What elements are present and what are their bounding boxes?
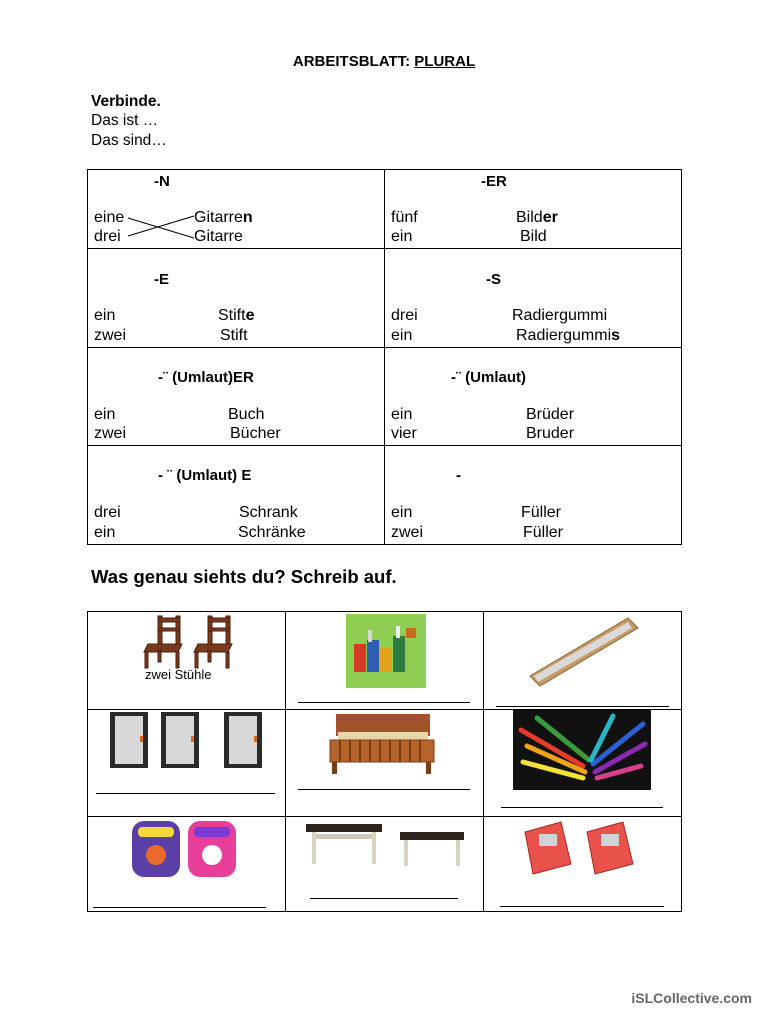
word-right: Brüder xyxy=(526,406,575,423)
word-right: Schrank xyxy=(239,504,298,521)
worksheet-title: ARBEITSBLATT: PLURAL xyxy=(292,53,476,70)
answer-line xyxy=(496,706,669,707)
word-left: ein xyxy=(94,524,116,541)
instruction-line: Das ist … xyxy=(91,112,159,129)
word-right: Buch xyxy=(228,406,265,423)
answer-line xyxy=(96,793,275,794)
cell-heading: -E xyxy=(154,271,169,288)
word-right: Bücher xyxy=(230,425,281,442)
word-left: zwei xyxy=(391,524,424,541)
exercise-heading: Was genau siehts du? Schreib auf. xyxy=(91,566,397,587)
example-cross-lines xyxy=(126,212,198,242)
example-answer: zwei Stühle xyxy=(145,667,212,682)
word-left: drei xyxy=(94,504,121,521)
word-right: Stift xyxy=(220,327,248,344)
cell-heading: -¨ (Umlaut)ER xyxy=(158,369,254,386)
word-right: Gitarre xyxy=(194,228,243,245)
colored-pencils-picture xyxy=(513,710,651,790)
word-right: Stifte xyxy=(218,307,255,324)
word-right: Füller xyxy=(521,504,562,521)
chairs-picture xyxy=(140,614,240,670)
bed-picture xyxy=(326,710,438,776)
cell-heading: -ER xyxy=(481,173,507,190)
ruler-picture xyxy=(528,616,640,690)
word-right: Bruder xyxy=(526,425,575,442)
cell-heading: - xyxy=(456,467,461,484)
word-left: vier xyxy=(391,425,417,442)
word-left: ein xyxy=(94,406,116,423)
word-left: eine xyxy=(94,209,125,226)
answer-line xyxy=(298,789,470,790)
instruction-line: Das sind… xyxy=(91,132,167,149)
answer-line xyxy=(298,702,470,703)
answer-line xyxy=(310,898,458,899)
doors-picture xyxy=(110,712,270,770)
backpacks-picture xyxy=(130,817,240,879)
word-left: zwei xyxy=(94,425,127,442)
answer-line xyxy=(501,807,663,808)
word-left: ein xyxy=(94,307,116,324)
word-left: drei xyxy=(94,228,121,245)
word-left: ein xyxy=(391,406,413,423)
answer-line xyxy=(500,906,664,907)
word-right: Bilder xyxy=(516,209,558,226)
sharpeners-picture xyxy=(515,818,645,878)
cell-heading: -S xyxy=(486,271,501,288)
instruction-heading: Verbinde. xyxy=(91,93,161,110)
tables-picture xyxy=(306,824,466,868)
word-right: Schränke xyxy=(238,524,306,541)
pens-cups-picture xyxy=(346,614,426,688)
word-right: Füller xyxy=(523,524,564,541)
cell-heading: -¨ (Umlaut) xyxy=(451,369,526,386)
cell-heading: -N xyxy=(154,173,170,190)
word-left: ein xyxy=(391,228,413,245)
word-left: drei xyxy=(391,307,418,324)
word-left: ein xyxy=(391,504,413,521)
word-left: fünf xyxy=(391,209,418,226)
answer-line xyxy=(93,907,266,908)
cell-heading: - ¨ (Umlaut) E xyxy=(158,467,252,484)
word-right: Gitarren xyxy=(194,209,253,226)
word-left: zwei xyxy=(94,327,127,344)
word-right: Bild xyxy=(520,228,547,245)
watermark: iSLCollective.com xyxy=(631,990,752,1006)
word-left: ein xyxy=(391,327,413,344)
word-right: Radiergummi xyxy=(512,307,608,324)
word-right: Radiergummis xyxy=(516,327,621,344)
